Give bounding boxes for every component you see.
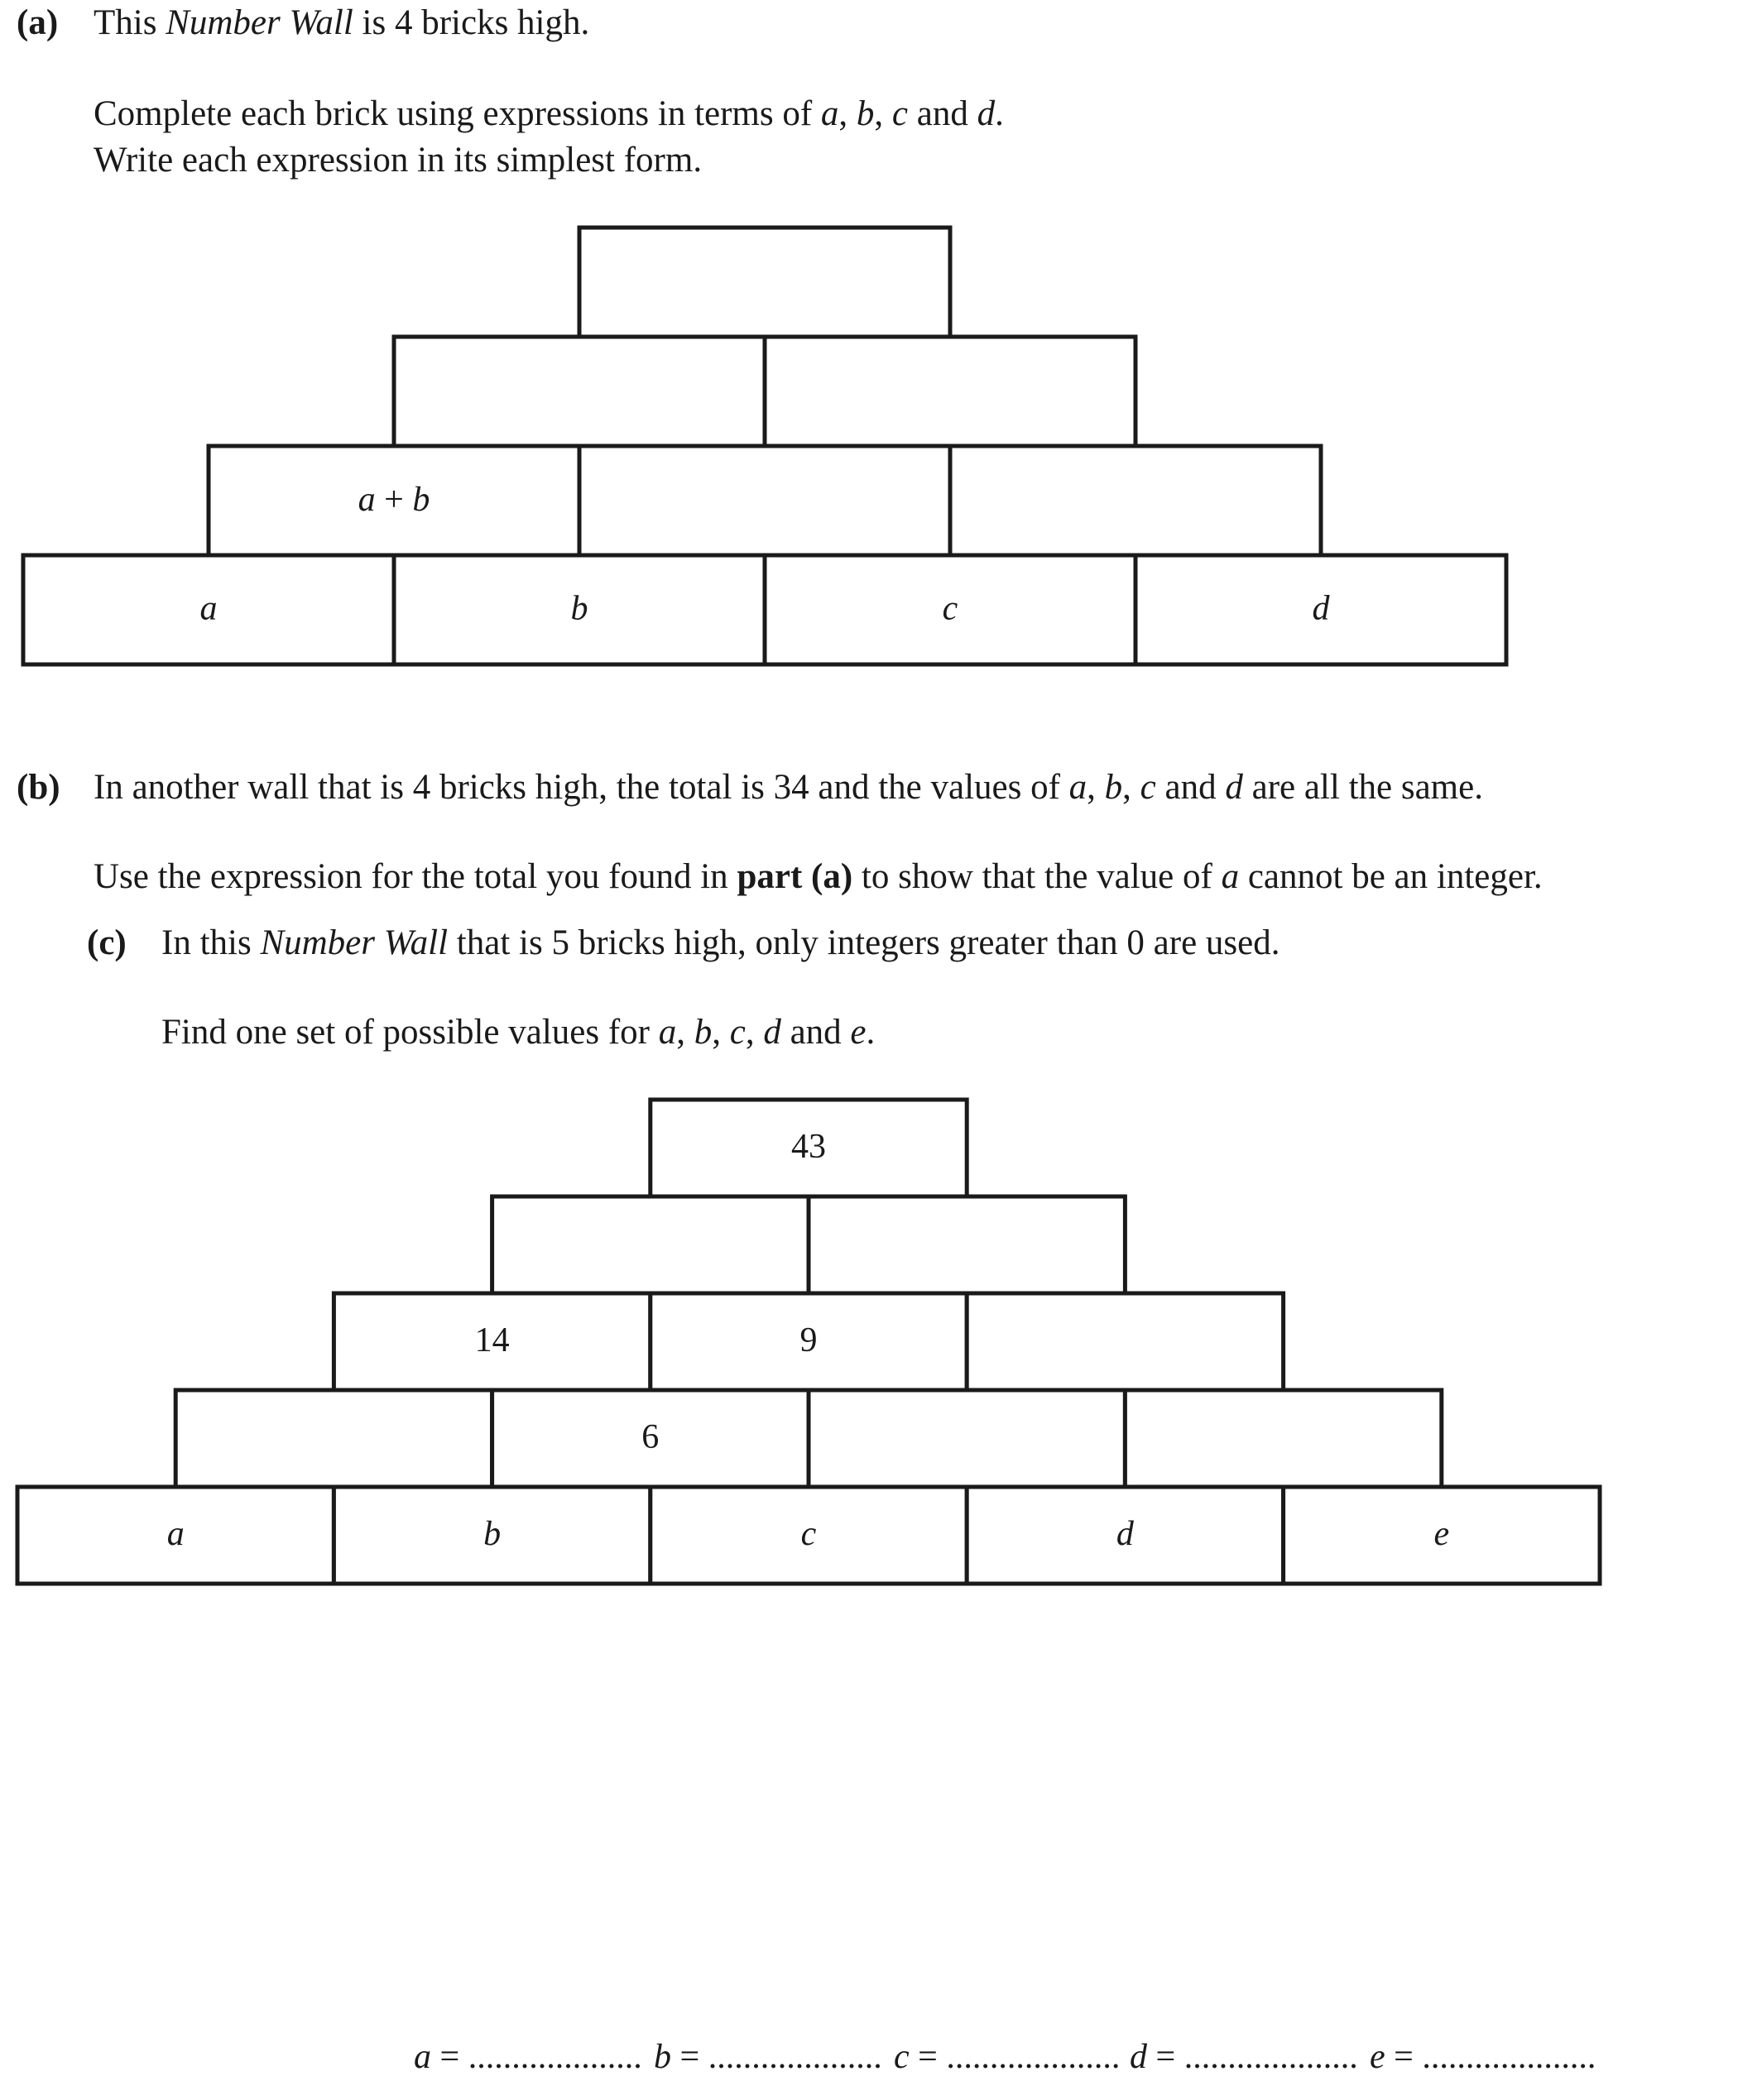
sep: . [995,94,1004,133]
brick-value: 14 [474,1321,510,1360]
brick [765,337,1135,446]
answer-var: d [1130,2038,1147,2076]
sep: and [908,94,977,133]
brick-value: b [570,589,588,628]
part-a-reference: part (a) [737,857,853,896]
answer-d-field[interactable] [1130,2037,1358,2077]
var-a: a [1221,857,1240,896]
brick [1125,1390,1441,1487]
statement-text: In another wall that is 4 bricks high, the total is 34 and the values of [94,768,1069,807]
var-d: d [763,1013,781,1052]
part-a-intro-text: This [94,3,166,42]
answer-var: c [894,2038,910,2076]
brick-value: a [166,1515,185,1554]
number-wall-term: Number Wall [166,3,353,42]
brick [175,1390,492,1487]
sep: and [1155,768,1226,807]
brick [394,337,765,446]
brick-value: 43 [791,1128,826,1167]
answer-dotted-line[interactable]: .................... [708,2038,882,2076]
var-e: e [850,1013,867,1052]
part-c-label: (c) [87,923,127,962]
var-c: c [1140,768,1156,807]
sep: . [866,1013,876,1052]
brick-value: e [1433,1515,1450,1554]
sep: , [874,94,892,133]
part-b-label: (b) [17,768,60,807]
brick-value: b [483,1515,502,1554]
var-b: b [856,94,875,133]
instruction-text: Find one set of possible values for [161,1013,659,1052]
brick-value: a [199,589,218,628]
brick-value: c [800,1515,817,1554]
answer-equals: = [909,2038,947,2076]
answer-equals: = [1385,2038,1423,2076]
var-d: d [977,94,996,133]
answer-var: a [414,2038,431,2076]
answer-equals: = [671,2038,708,2076]
answer-e-field[interactable] [1370,2037,1596,2077]
brick-value: 9 [799,1321,818,1360]
var-b: b [694,1013,713,1052]
brick [809,1196,1125,1293]
instruction-text: Complete each brick using expressions in terms of [94,94,821,133]
brick [579,228,950,337]
answer-dotted-line[interactable]: .................... [1183,2038,1358,2076]
sep: , [712,1013,730,1052]
var-c: c [891,94,909,133]
var-c: c [729,1013,746,1052]
brick [809,1390,1125,1487]
var-a: a [658,1013,677,1052]
instruction-text-mid: to show that the value of [852,857,1222,896]
statement-text-end: that is 5 bricks high, only integers greater than 0 are used. [448,923,1280,962]
answer-dotted-line[interactable]: .................... [1422,2038,1596,2076]
var-b: b [1104,768,1123,807]
sep: , [838,94,857,133]
answer-a-field[interactable] [414,2037,642,2077]
part-a-label: (a) [17,3,59,42]
brick [579,446,950,555]
answer-var: e [1370,2038,1385,2076]
sep: , [745,1013,764,1052]
answer-b-field[interactable] [654,2037,882,2077]
brick-value: c [942,589,958,628]
instruction-text: Use the expression for the total you found in [94,857,737,896]
number-wall-4-high [23,228,1506,664]
sep: , [676,1013,694,1052]
brick-value: d [1116,1515,1134,1554]
part-a-intro-text-end: is 4 bricks high. [353,3,590,42]
statement-text: In this [161,923,261,962]
sep: , [1087,768,1105,807]
answer-equals: = [1147,2038,1184,2076]
var-a: a [820,94,839,133]
brick-value: 6 [641,1418,660,1457]
part-a-simplest-form: Write each expression in its simplest form. [94,141,703,180]
statement-text-end: are all the same. [1242,768,1483,807]
brick [492,1196,809,1293]
sep: , [1122,768,1140,807]
answer-dotted-line[interactable]: .................... [468,2038,642,2076]
number-wall-5-high [17,1100,1600,1584]
instruction-text-end: cannot be an integer. [1239,857,1543,896]
var-a: a [1068,768,1087,807]
number-wall-term: Number Wall [260,923,449,962]
brick-value: a + b [358,480,430,519]
answer-c-field[interactable] [894,2037,1120,2077]
answer-dotted-line[interactable]: .................... [946,2038,1121,2076]
brick [950,446,1321,555]
brick [967,1293,1283,1390]
sep: and [780,1013,851,1052]
answer-var: b [654,2038,671,2076]
var-d: d [1225,768,1243,807]
answer-equals: = [431,2038,468,2076]
brick-value: d [1312,589,1330,628]
